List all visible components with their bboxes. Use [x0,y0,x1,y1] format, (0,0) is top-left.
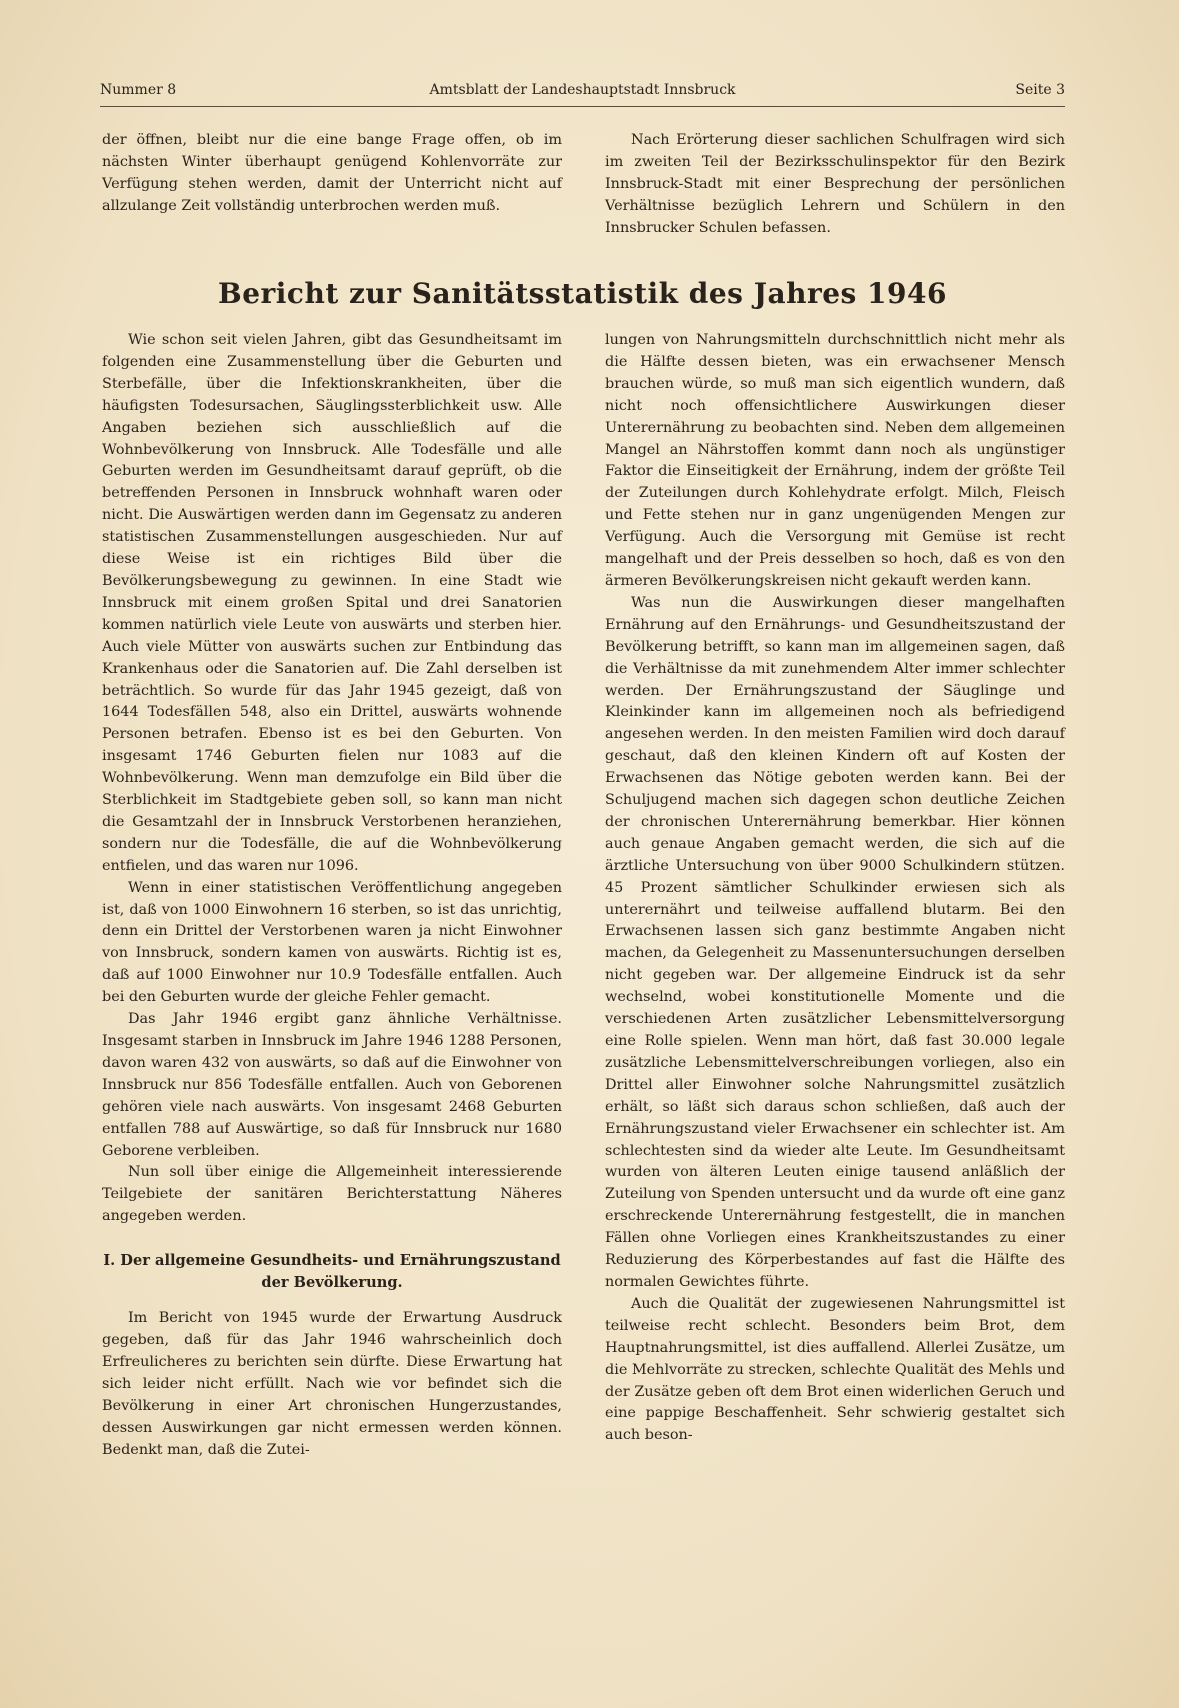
top-left-column [102,130,562,218]
publication-title: Amtsblatt der Landeshauptstadt Innsbruck [429,82,736,98]
page-header [100,78,1065,107]
page-number: Seite 3 [1015,82,1065,98]
article-right-column [605,330,1065,1447]
article-paragraph: Auch die Qualität der zugewiesenen Nahrungsmittel ist teilweise recht schlecht. Besonders beim Brot, dem Hauptnahrungsmittel, ist dies auffallend. Allerlei Zusätze, um die Mehlvorräte zu strecken, schlechte Qualität des Mehls und der Zusätze geben oft dem Brot einen widerlichen Geruch und eine pappige Beschaffenheit. Sehr schwierig gestaltet sich auch beson- [605,1295,1065,1444]
article-paragraph: Nun soll über einige die Allgemeinheit interessierende Teilgebiete der sanitären Berichterstattung Näheres angegeben werden. [102,1164,562,1225]
article-paragraph: Wie schon seit vielen Jahren, gibt das Gesundheitsamt im folgenden eine Zusammenstellung über die Geburten und Sterbefälle, über die Infektionskrankheiten, über die häufigsten Todesursachen, Säuglingssterblichkeit usw. Alle Angaben beziehen sich ausschließlich auf die Wohnbevölkerung von Innsbruck. Alle Todesfälle und alle Geburten werden im Gesundheitsamt darauf geprüft, ob die betreffenden Personen in Innsbruck wohnhaft waren oder nicht. Die Auswärtigen werden dann im Gegensatz zu anderen statistischen Zusammenstellungen ausgeschieden. Nur auf diese Weise ist ein richtiges Bild über die Bevölkerungsbewegung zu gewinnen. In eine Stadt wie Innsbruck mit einem großen Spital und drei Sanatorien kommen natürlich viele Leute von auswärts und sterben hier. Auch viele Mütter von auswärts suchen zur Entbindung das Krankenhaus oder die Sanatorien auf. Die Zahl derselben ist beträchtlich. So wurde für das Jahr 1945 gezeigt, daß von 1644 Todesfällen 548, also ein Drittel, auswärts wohnende Personen betrafen. Ebenso ist es bei den Geburten. Von insgesamt 1746 Geburten fielen nur 1083 auf die Wohnbevölkerung. Wenn man demzufolge ein Bild über die Sterblichkeit im Stadtgebiete geben soll, so kann man nicht die Gesamtzahl der in Innsbruck Verstorbenen heranziehen, sondern nur die Todesfälle, die auf die Wohnbevölkerung entfielen, und das waren nur 1096. [102,332,562,874]
section-heading: I. Der allgemeine Gesundheits- und Ernährungszustand der Bevölkerung. [103,1252,561,1292]
top-right-paragraph: Nach Erörterung dieser sachlichen Schulfragen wird sich im zweiten Teil der Bezirksschulinspektor für den Bezirk Innsbruck-Stadt mit einer Besprechung der persönlichen Verhältnisse bezüglich Lehrern und Schülern in den Innsbrucker Schulen befassen. [605,132,1065,236]
article-paragraph: Im Bericht von 1945 wurde der Erwartung Ausdruck gegeben, daß für das Jahr 1946 wahrscheinlich doch Erfreulicheres zu berichten sein dürfte. Diese Erwartung hat sich leider nicht erfüllt. Nach wie vor befindet sich die Bevölkerung in einer Art chronischen Hungerzustandes, dessen Auswirkungen gar nicht ermessen werden können. Bedenkt man, daß die Zutei- [102,1310,562,1458]
issue-number: Nummer 8 [100,82,177,98]
top-right-column [605,130,1065,240]
article-paragraph: Was nun die Auswirkungen dieser mangelhaften Ernährung auf den Ernährungs- und Gesundheitszustand der Bevölkerung betrifft, so kann man im allgemeinen sagen, daß die Verhältnisse da mit zunehmendem Alter immer schlechter werden. Der Ernährungszustand der Säuglinge und Kleinkinder kann im allgemeinen noch als befriedigend angesehen werden. In den meisten Familien wird doch darauf geschaut, daß den kleinen Kindern oft auf Kosten der Erwachsenen das Nötige geboten werden kann. Bei der Schuljugend machen sich dagegen schon deutliche Zeichen der chronischen Unterernährung bemerkbar. Hier können auch genaue Angaben gemacht werden, die sich auf die ärztliche Untersuchung von über 9000 Schulkindern stützen. 45 Prozent sämtlicher Schulkinder erwiesen sich als unterernährt und teilweise auffallend blutarm. Bei den Erwachsenen lassen sich ganz bestimmte Angaben nicht machen, da Gelegenheit zu Massenuntersuchungen derselben nicht gegeben war. Der allgemeine Eindruck ist da sehr wechselnd, wobei konstitutionelle Momente und die verschiedenen Arten zusätzlicher Lebensmittelversorgung eine Rolle spielen. Wenn man hört, daß fast 30.000 legale zusätzliche Lebensmittelverschreibungen vorliegen, also ein Drittel aller Einwohner solche Nahrungsmittel zusätzlich erhält, so läßt sich daraus schon schließen, daß auch der Ernährungszustand vieler Erwachsener ein schlechter ist. Am schlechtesten sind da wieder alte Leute. Im Gesundheitsamt wurden von älteren Leuten einige tausend anläßlich der Zuteilung von Spenden untersucht und da wurde oft eine ganz erschreckende Unterernährung festgestellt, die in manchen Fällen ohne Vorliegen eines Krankheitszustandes zu einer Reduzierung des Körperbestandes auf fast die Hälfte des normalen Gewichtes führte. [605,594,1065,1290]
article-paragraph: Wenn in einer statistischen Veröffentlichung angegeben ist, daß von 1000 Einwohnern 16 sterben, so ist das unrichtig, denn ein Drittel der Verstorbenen waren ja nicht Einwohner von Innsbruck, sondern kamen von auswärts. Richtig ist es, daß auf 1000 Einwohner nur 10.9 Todesfälle entfallen. Auch bei den Geburten wurde der gleiche Fehler gemacht. [102,879,562,1006]
article-title: Bericht zur Sanitätsstatistik des Jahres 1946 [218,277,947,310]
article-paragraph: lungen von Nahrungsmitteln durchschnittlich nicht mehr als die Hälfte dessen bieten, was ein erwachsener Mensch brauchen würde, so muß man sich eigentlich wundern, daß nicht noch offensichtlichere Auswirkungen dieser Unterernährung zu beobachten sind. Neben dem allgemeinen Mangel an Nährstoffen kommt dann noch als ungünstiger Faktor die Einseitigkeit der Ernährung, indem der größte Teil der Zuteilungen durch Kohlehydrate erfolgt. Milch, Fleisch und Fette stehen nur in ganz ungenügenden Mengen zur Verfügung. Auch die Versorgung mit Gemüse ist recht mangelhaft und der Preis desselben so hoch, daß es von den ärmeren Bevölkerungskreisen nicht gekauft werden kann. [605,332,1065,589]
article-paragraph: Das Jahr 1946 ergibt ganz ähnliche Verhältnisse. Insgesamt starben in Innsbruck im Jahre 1946 1288 Personen, davon waren 432 von auswärts, so daß auf die Einwohner von Innsbruck nur 856 Todesfälle entfallen. Auch von Geborenen gehören viele nach auswärts. Von insgesamt 2468 Geburten entfallen 788 auf Auswärtige, so daß für Innsbruck nur 1680 Geborene verbleiben. [102,1011,562,1159]
top-left-paragraph: der öffnen, bleibt nur die eine bange Frage offen, ob im nächsten Winter überhaupt genügend Kohlenvorräte zur Verfügung stehen werden, damit der Unterricht nicht auf allzulange Zeit vollständig unterbrochen werden muß. [102,132,562,214]
article-left-column [102,330,562,1462]
